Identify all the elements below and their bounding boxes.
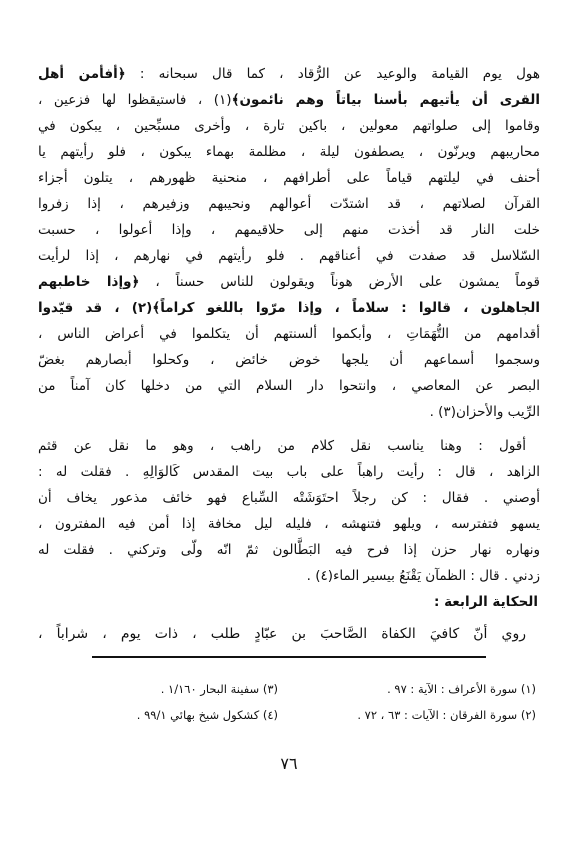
text-line: أحنف في ليلتهم قياماً على أطرافهم ، منحنية ظهورهم ، يتلون أجزاء — [38, 170, 540, 186]
footnote-1: (١) سورة الأعراف : الآية : ٩٧ . — [387, 682, 536, 696]
text-line: الزاهد ، قال : رأيت راهباً على باب بيت المقدس كَالوَالِهِ . فقلت له : — [38, 464, 540, 480]
text-line: السّلاسل قد صفدت في أعناقهم . فلو رأيتهم في نهارهم ، إذا لرأيت — [38, 248, 540, 264]
text-line: أوصني . فقال : كن رجلاً احتَوَشَتْه السِّباع فهو خائف مذعور يخاف أن — [38, 490, 540, 506]
text-line: الرِّيب والأحزان(٣) . — [429, 404, 540, 420]
text-line: زدني . قال : الظمآن يَقْنَعُ بيسير الماء(٤) . — [306, 568, 540, 584]
footnote-3: (٣) سفينة البحار ١/١٦٠ . — [160, 682, 278, 696]
text-line: وقاموا إلى صلواتهم معولين ، باكين تارة ، وأخرى مسبِّحين ، يبكون في — [38, 118, 540, 134]
text-line: القرآن لصلاتهم ، قد اشتدّت أعوالهم ونحيبهم وزفيرهم ، إذا زفروا — [38, 196, 540, 212]
page-number: ٧٦ — [280, 754, 298, 773]
text-line: روي أنّ كافيَ الكفاة الصَّاحبَ بن عبّادٍ طلب ، ذات يوم ، شراباً ، — [38, 626, 526, 642]
footnote-2: (٢) سورة الفرقان : الآيات : ٦٣ ، ٧٢ . — [357, 708, 536, 722]
text-line: البصر عن المعاصي ، وانتحوا دار السلام التي من دخلها كان آمناً من — [38, 378, 540, 394]
text-line: وسجموا أسماعهم أن يلجها خوض خائض ، وكحلوا أبصارهم بغضّ — [38, 352, 540, 368]
text-line: هول يوم القيامة والوعيد عن الرُّقاد ، كما قال سبحانه : ﴿أفأمن أهل — [38, 66, 540, 82]
text-line: قوماً يمشون على الأرض هوناً ويقولون للناس حسناً ، ﴿وإذا خاطبهم — [38, 274, 540, 290]
text-line: محاريبهم ويرنّون ، يصطفون ليلة ، مظلمة بهماء يبكون ، فلو رأيتهم يا — [38, 144, 540, 160]
footnote-divider — [92, 656, 486, 658]
text-line: خلت النار قد أخذت منهم إلى حلاقيمهم ، وإذا أعولوا ، حسبت — [38, 222, 540, 238]
text-line: ونهاره نهار حزن إذا فرح فيه البَطَّالون ثمّ انّه ولّى وتركني . فقلت له — [38, 542, 540, 558]
text-line: الجاهلون ، قالوا : سلاماً ، وإذا مرّوا باللغو كراماً﴾(٢) ، قد قيّدوا — [38, 300, 540, 316]
text-line: أقول : وهنا يناسب نقل كلام من راهب ، وهو ما نقل عن قثم — [38, 438, 526, 454]
section-heading: الحكاية الرابعة : — [434, 594, 538, 610]
text-line: أقدامهم من التُّهَمَاتِ ، وأبكموا ألسنتهم أن يتكلموا في أعراض الناس ، — [38, 326, 540, 342]
text-line: يسهو فتفترسه ، ويلهو فتنهشه ، فليله ليل مخافة إذا أمن فيه المفترون ، — [38, 516, 540, 532]
footnote-4: (٤) كشكول شيخ بهائي ٩٩/١ . — [136, 708, 278, 722]
text-line: القرى أن يأتيهم بأسنا بياتاً وهم نائمون﴾(١) ، فاستيقظوا لها فزعين ، — [38, 92, 540, 108]
